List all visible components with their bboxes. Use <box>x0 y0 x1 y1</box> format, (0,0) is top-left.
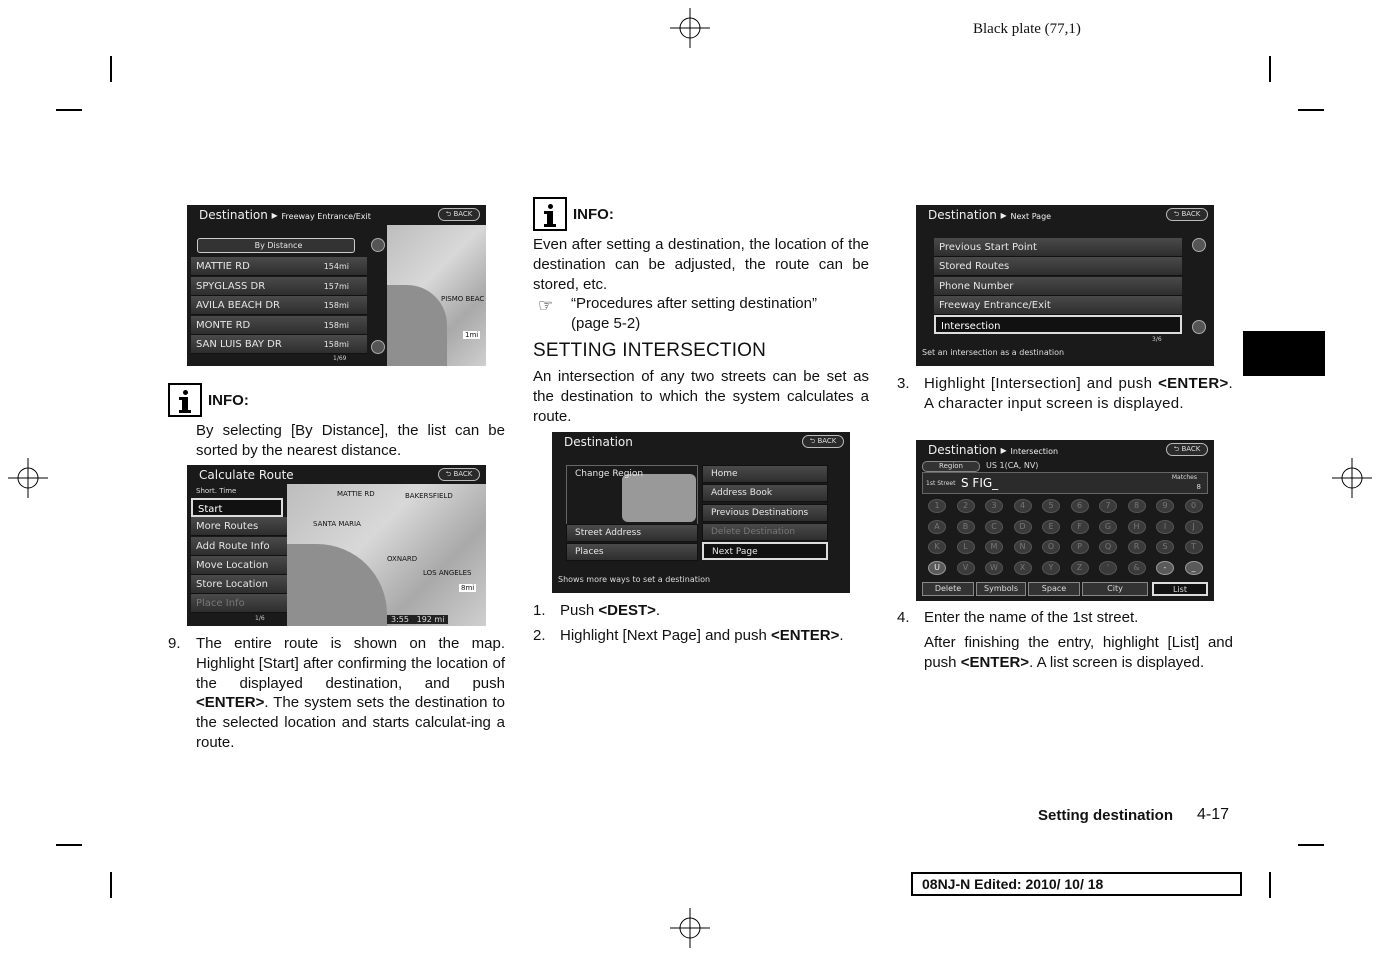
crop-mark <box>56 109 82 111</box>
keyboard-key[interactable]: 1 <box>928 499 946 513</box>
keyboard-key[interactable]: 7 <box>1099 499 1117 513</box>
keyboard-key[interactable]: R <box>1128 540 1146 554</box>
phone-number-button[interactable]: Phone Number <box>934 277 1182 296</box>
edited-stamp: 08NJ-N Edited: 2010/ 10/ 18 <box>911 872 1242 896</box>
step-text: Enter the name of the 1st street. <box>924 609 1139 626</box>
info-heading: INFO: <box>533 197 614 231</box>
keyboard-key[interactable]: D <box>1014 520 1032 534</box>
scroll-down-button[interactable] <box>1192 320 1206 334</box>
info-text: By selecting [By Distance], the list can be sorted by the nearest distance. <box>196 422 505 459</box>
section-intro: An intersection of any two streets can be set as the destination to which the system calculates a route. <box>533 368 869 425</box>
section-heading: SETTING INTERSECTION <box>533 340 767 361</box>
screen-hint: Shows more ways to set a destination <box>558 575 711 584</box>
screen-intersection-input <box>916 440 1214 601</box>
step-text: The entire route is shown on the map. Highlight [Start] after confirming the location of the displayed destination, and push <ENTER>. The system sets the destination to the selected location and starts calculat-ing a route. <box>196 635 505 751</box>
street-address-button[interactable]: Street Address <box>566 524 698 542</box>
cross-reference: “Procedures after setting destination” (page 5-2) <box>571 295 817 332</box>
map-label: OXNARD <box>387 555 418 563</box>
list-item[interactable]: MONTE RD 158mi <box>191 316 367 335</box>
screen-destination-menu <box>552 432 850 593</box>
keyboard-key[interactable]: 4 <box>1014 499 1032 513</box>
keyboard-key[interactable]: _ <box>1185 561 1203 575</box>
step-number: 3. <box>897 375 910 392</box>
keyboard-key[interactable]: 8 <box>1128 499 1146 513</box>
keyboard-key[interactable]: U <box>928 561 946 575</box>
screen-title: Destination ▸ Intersection <box>928 443 1059 457</box>
screen-calculate-route <box>187 465 486 626</box>
keyboard-key[interactable]: 6 <box>1071 499 1089 513</box>
page-indicator: 3/6 <box>1152 336 1162 343</box>
keyboard-key[interactable]: 5 <box>1042 499 1060 513</box>
list-item[interactable]: SAN LUIS BAY DR 158mi <box>191 335 367 354</box>
page-indicator: 1/69 <box>333 355 347 362</box>
page-indicator: 1/6 <box>255 615 265 622</box>
step-text: Highlight [Intersection] and push <ENTER>. A character input screen is displayed. <box>924 375 1233 412</box>
screen-freeway-list <box>187 205 486 366</box>
crop-mark <box>110 56 112 82</box>
region-button[interactable]: Region <box>922 461 980 472</box>
keyboard-key[interactable]: J <box>1185 520 1203 534</box>
stored-routes-button[interactable]: Stored Routes <box>934 257 1182 276</box>
map-label: BAKERSFIELD <box>405 492 453 500</box>
step-number: 9. <box>168 635 181 652</box>
step-number: 4. <box>897 609 910 626</box>
keyboard-key[interactable]: O <box>1042 540 1060 554</box>
section-tab <box>1243 331 1325 376</box>
keyboard-key[interactable]: Q <box>1099 540 1117 554</box>
info-text: Even after setting a destination, the location of the destination can be adjusted, the route can be stored, etc. <box>533 236 869 293</box>
address-book-button[interactable]: Address Book <box>702 484 828 502</box>
previous-start-point-button[interactable]: Previous Start Point <box>934 238 1182 257</box>
back-button[interactable]: ⮌ BACK <box>438 468 480 481</box>
registration-mark-bottom <box>670 908 710 948</box>
freeway-entrance-exit-button[interactable]: Freeway Entrance/Exit <box>934 296 1182 315</box>
map-view <box>287 484 486 626</box>
keyboard-key[interactable]: L <box>957 540 975 554</box>
map-scale: 1mi <box>465 331 479 339</box>
keyboard-key[interactable]: E <box>1042 520 1060 534</box>
sort-by-distance-button[interactable]: By Distance <box>197 238 355 253</box>
screen-title: Destination <box>564 435 633 449</box>
add-route-info-button[interactable]: Add Route Info <box>191 537 287 556</box>
symbols-button[interactable]: Symbols <box>976 582 1026 596</box>
back-button[interactable]: ⮌ BACK <box>438 208 480 221</box>
registration-mark-left <box>8 458 48 498</box>
keyboard-key[interactable]: B <box>957 520 975 534</box>
intersection-button[interactable]: Intersection <box>934 315 1182 334</box>
footer-section-title: Setting destination <box>1038 807 1173 824</box>
keyboard-key[interactable]: V <box>957 561 975 575</box>
list-item[interactable]: AVILA BEACH DR 158mi <box>191 296 367 315</box>
map-view <box>387 225 486 366</box>
crop-mark <box>1269 56 1271 82</box>
keyboard-key[interactable]: I <box>1156 520 1174 534</box>
next-page-button[interactable]: Next Page <box>702 542 828 560</box>
place-info-button[interactable]: Place Info <box>191 594 287 613</box>
city-button[interactable]: City <box>1082 582 1148 596</box>
page-number: 4-17 <box>1197 806 1230 823</box>
delete-destination-button[interactable]: Delete Destination <box>702 523 828 541</box>
keyboard-key[interactable]: C <box>985 520 1003 534</box>
step-number: 1. <box>533 602 546 619</box>
screen-next-page <box>916 205 1214 366</box>
info-icon <box>168 383 202 417</box>
list-button[interactable]: List <box>1152 582 1208 596</box>
screen-hint: Set an intersection as a destination <box>922 348 1065 357</box>
route-status: 3:55 192 mi <box>387 615 448 624</box>
crop-mark <box>56 844 82 846</box>
back-button[interactable]: ⮌ BACK <box>1166 443 1208 456</box>
crop-mark <box>110 872 112 898</box>
crop-mark <box>1269 872 1271 898</box>
change-region-button[interactable]: Change Region <box>566 465 698 525</box>
map-label: PISMO BEAC <box>441 295 485 303</box>
map-label: LOS ANGELES <box>423 569 472 577</box>
street-input-field[interactable]: 1st Street S FIG_ Matches 8 <box>922 472 1208 494</box>
scroll-down-button[interactable] <box>371 340 385 354</box>
keyboard-key[interactable]: F <box>1071 520 1089 534</box>
move-location-button[interactable]: Move Location <box>191 556 287 575</box>
info-heading: INFO: <box>168 383 249 417</box>
space-button[interactable]: Space <box>1028 582 1080 596</box>
keyboard-key[interactable]: & <box>1128 561 1146 575</box>
screen-title: Destination ▸ Next Page <box>928 208 1052 222</box>
keyboard-key[interactable]: 3 <box>985 499 1003 513</box>
keyboard-key[interactable]: P <box>1071 540 1089 554</box>
keyboard-key[interactable]: A <box>928 520 946 534</box>
step-text: Push <DEST>. <box>560 602 661 619</box>
pointing-hand-icon: ☞ <box>538 296 554 315</box>
crop-mark <box>1298 109 1324 111</box>
list-item[interactable]: SPYGLASS DR 157mi <box>191 277 367 296</box>
plate-label: Black plate (77,1) <box>973 21 1081 37</box>
delete-button[interactable]: Delete <box>922 582 974 596</box>
keyboard-key[interactable]: 0 <box>1185 499 1203 513</box>
places-button[interactable]: Places <box>566 543 698 561</box>
list-item[interactable]: MATTIE RD 154mi <box>191 257 367 276</box>
info-icon <box>533 197 567 231</box>
previous-destinations-button[interactable]: Previous Destinations <box>702 504 828 522</box>
more-routes-button[interactable]: More Routes <box>191 517 287 536</box>
keyboard-key[interactable]: G <box>1099 520 1117 534</box>
keyboard-key[interactable]: K <box>928 540 946 554</box>
step-followup-text: After finishing the entry, highlight [List] and push <ENTER>. A list screen is displayed. <box>924 634 1233 671</box>
crop-mark <box>1298 844 1324 846</box>
home-button[interactable]: Home <box>702 465 828 483</box>
keyboard-key[interactable]: Z <box>1071 561 1089 575</box>
scroll-up-button[interactable] <box>1192 238 1206 252</box>
back-button[interactable]: ⮌ BACK <box>802 435 844 448</box>
keyboard-key[interactable]: 2 <box>957 499 975 513</box>
keyboard-key[interactable]: - <box>1156 561 1174 575</box>
keyboard-key[interactable]: T <box>1185 540 1203 554</box>
back-button[interactable]: ⮌ BACK <box>1166 208 1208 221</box>
screen-title: Destination ▸ Freeway Entrance/Exit <box>199 208 371 222</box>
keyboard-key[interactable]: H <box>1128 520 1146 534</box>
keyboard-key[interactable]: W <box>985 561 1003 575</box>
region-value: US 1(CA, NV) <box>986 461 1039 470</box>
registration-mark-top <box>670 8 710 48</box>
route-option-label: Short. Time <box>196 487 237 495</box>
keyboard-key[interactable]: S <box>1156 540 1174 554</box>
registration-mark-right <box>1332 458 1372 498</box>
keyboard-key[interactable]: Y <box>1042 561 1060 575</box>
start-button[interactable]: Start <box>191 498 283 517</box>
step-text: Highlight [Next Page] and push <ENTER>. <box>560 627 844 644</box>
map-scale: 8mi <box>461 584 475 592</box>
screen-title: Calculate Route <box>199 468 294 482</box>
keyboard-key[interactable]: X <box>1014 561 1032 575</box>
keyboard-key[interactable]: ' <box>1099 561 1117 575</box>
map-label: MATTIE RD <box>337 490 375 498</box>
keyboard-key[interactable]: 9 <box>1156 499 1174 513</box>
keyboard-key[interactable]: N <box>1014 540 1032 554</box>
keyboard-key[interactable]: M <box>985 540 1003 554</box>
map-label: SANTA MARIA <box>313 520 361 528</box>
scroll-up-button[interactable] <box>371 238 385 252</box>
step-number: 2. <box>533 627 546 644</box>
store-location-button[interactable]: Store Location <box>191 575 287 594</box>
